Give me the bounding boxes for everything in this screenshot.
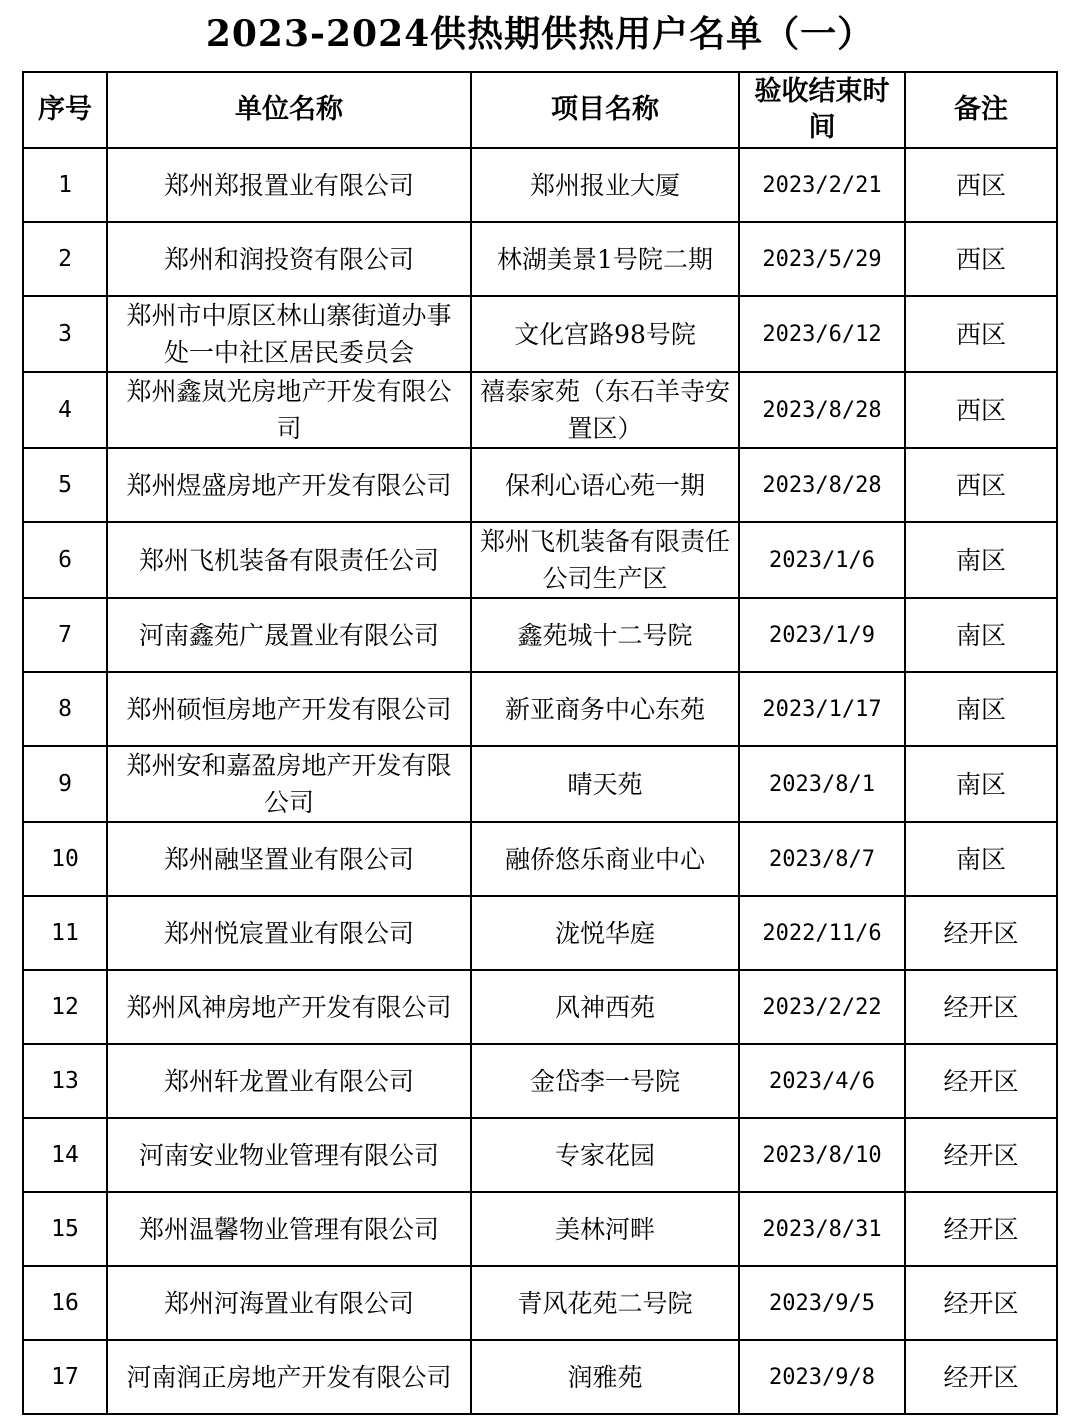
page-title: 2023-2024供热期供热用户名单（一） [205,13,875,55]
cell-no: 12 [23,970,107,1044]
table-row [23,296,1057,372]
cell-accept-date: 2023/8/28 [739,448,905,522]
cell-project-name: 晴天苑 [471,746,739,822]
header-no: 序号 [23,72,107,148]
cell-accept-date: 2023/1/17 [739,672,905,746]
cell-unit-name: 郑州悦宸置业有限公司 [107,896,471,970]
cell-project-name: 禧泰家苑（东石羊寺安置区） [471,372,739,448]
cell-accept-date: 2022/11/6 [739,896,905,970]
cell-accept-date: 2023/8/31 [739,1192,905,1266]
cell-note: 南区 [905,746,1057,822]
heating-users-table [22,71,1058,1415]
cell-note: 经开区 [905,896,1057,970]
cell-project-name: 风神西苑 [471,970,739,1044]
cell-project-name: 美林河畔 [471,1192,739,1266]
table-row [23,1118,1057,1192]
cell-unit-name: 郑州硕恒房地产开发有限公司 [107,672,471,746]
table-row [23,1192,1057,1266]
cell-unit-name: 郑州轩龙置业有限公司 [107,1044,471,1118]
cell-project-name: 郑州报业大厦 [471,148,739,222]
cell-no: 17 [23,1340,107,1414]
cell-unit-name: 郑州煜盛房地产开发有限公司 [107,448,471,522]
cell-project-name: 专家花园 [471,1118,739,1192]
cell-project-name: 金岱李一号院 [471,1044,739,1118]
header-unit-name: 单位名称 [107,72,471,148]
header-project-name: 项目名称 [471,72,739,148]
cell-note: 经开区 [905,1266,1057,1340]
cell-unit-name: 郑州和润投资有限公司 [107,222,471,296]
cell-unit-name: 郑州河海置业有限公司 [107,1266,471,1340]
table-row [23,1340,1057,1414]
cell-unit-name: 郑州安和嘉盈房地产开发有限公司 [107,746,471,822]
cell-accept-date: 2023/8/1 [739,746,905,822]
cell-accept-date: 2023/9/5 [739,1266,905,1340]
cell-no: 4 [23,372,107,448]
header-accept-date-label: 验收结束时间 [754,76,890,143]
cell-note: 南区 [905,522,1057,598]
table-row [23,448,1057,522]
cell-no: 13 [23,1044,107,1118]
cell-note: 经开区 [905,1118,1057,1192]
cell-project-name: 郑州飞机装备有限责任公司生产区 [471,522,739,598]
cell-unit-name: 郑州飞机装备有限责任公司 [107,522,471,598]
cell-no: 16 [23,1266,107,1340]
cell-no: 11 [23,896,107,970]
cell-no: 5 [23,448,107,522]
cell-no: 14 [23,1118,107,1192]
cell-note: 经开区 [905,970,1057,1044]
table-row [23,970,1057,1044]
cell-no: 9 [23,746,107,822]
cell-no: 6 [23,522,107,598]
table-row [23,822,1057,896]
cell-note: 经开区 [905,1044,1057,1118]
cell-note: 南区 [905,672,1057,746]
table-header-row [23,72,1057,148]
cell-no: 7 [23,598,107,672]
table-row [23,746,1057,822]
cell-no: 15 [23,1192,107,1266]
cell-note: 经开区 [905,1340,1057,1414]
cell-project-name: 泷悦华庭 [471,896,739,970]
cell-project-name: 林湖美景1号院二期 [471,222,739,296]
cell-unit-name: 郑州郑报置业有限公司 [107,148,471,222]
header-accept-date [739,72,905,148]
cell-accept-date: 2023/8/28 [739,372,905,448]
header-note: 备注 [905,72,1057,148]
cell-accept-date: 2023/6/12 [739,296,905,372]
table-row [23,222,1057,296]
cell-accept-date: 2023/2/21 [739,148,905,222]
cell-note: 西区 [905,222,1057,296]
cell-no: 3 [23,296,107,372]
cell-no: 1 [23,148,107,222]
cell-unit-name: 郑州温馨物业管理有限公司 [107,1192,471,1266]
cell-note: 西区 [905,372,1057,448]
cell-unit-name: 郑州市中原区林山寨街道办事处一中社区居民委员会 [107,296,471,372]
cell-note: 西区 [905,296,1057,372]
cell-no: 8 [23,672,107,746]
cell-project-name: 新亚商务中心东苑 [471,672,739,746]
table-body [23,148,1057,1414]
table-row [23,372,1057,448]
cell-note: 西区 [905,148,1057,222]
cell-accept-date: 2023/1/9 [739,598,905,672]
cell-accept-date: 2023/8/7 [739,822,905,896]
cell-project-name: 融侨悠乐商业中心 [471,822,739,896]
cell-note: 经开区 [905,1192,1057,1266]
cell-unit-name: 郑州融坚置业有限公司 [107,822,471,896]
cell-project-name: 青风花苑二号院 [471,1266,739,1340]
cell-accept-date: 2023/5/29 [739,222,905,296]
cell-project-name: 文化宫路98号院 [471,296,739,372]
table-row [23,148,1057,222]
cell-note: 西区 [905,448,1057,522]
cell-unit-name: 河南鑫苑广晟置业有限公司 [107,598,471,672]
cell-accept-date: 2023/2/22 [739,970,905,1044]
cell-accept-date: 2023/1/6 [739,522,905,598]
cell-accept-date: 2023/8/10 [739,1118,905,1192]
table-row [23,522,1057,598]
cell-unit-name: 郑州风神房地产开发有限公司 [107,970,471,1044]
table-row [23,598,1057,672]
cell-no: 10 [23,822,107,896]
cell-note: 南区 [905,598,1057,672]
cell-project-name: 润雅苑 [471,1340,739,1414]
table-row [23,1044,1057,1118]
cell-unit-name: 河南安业物业管理有限公司 [107,1118,471,1192]
cell-project-name: 保利心语心苑一期 [471,448,739,522]
table-row [23,1266,1057,1340]
cell-no: 2 [23,222,107,296]
cell-accept-date: 2023/9/8 [739,1340,905,1414]
table-row [23,896,1057,970]
cell-project-name: 鑫苑城十二号院 [471,598,739,672]
cell-accept-date: 2023/4/6 [739,1044,905,1118]
table-row [23,672,1057,746]
cell-unit-name: 河南润正房地产开发有限公司 [107,1340,471,1414]
cell-unit-name: 郑州鑫岚光房地产开发有限公司 [107,372,471,448]
cell-note: 南区 [905,822,1057,896]
